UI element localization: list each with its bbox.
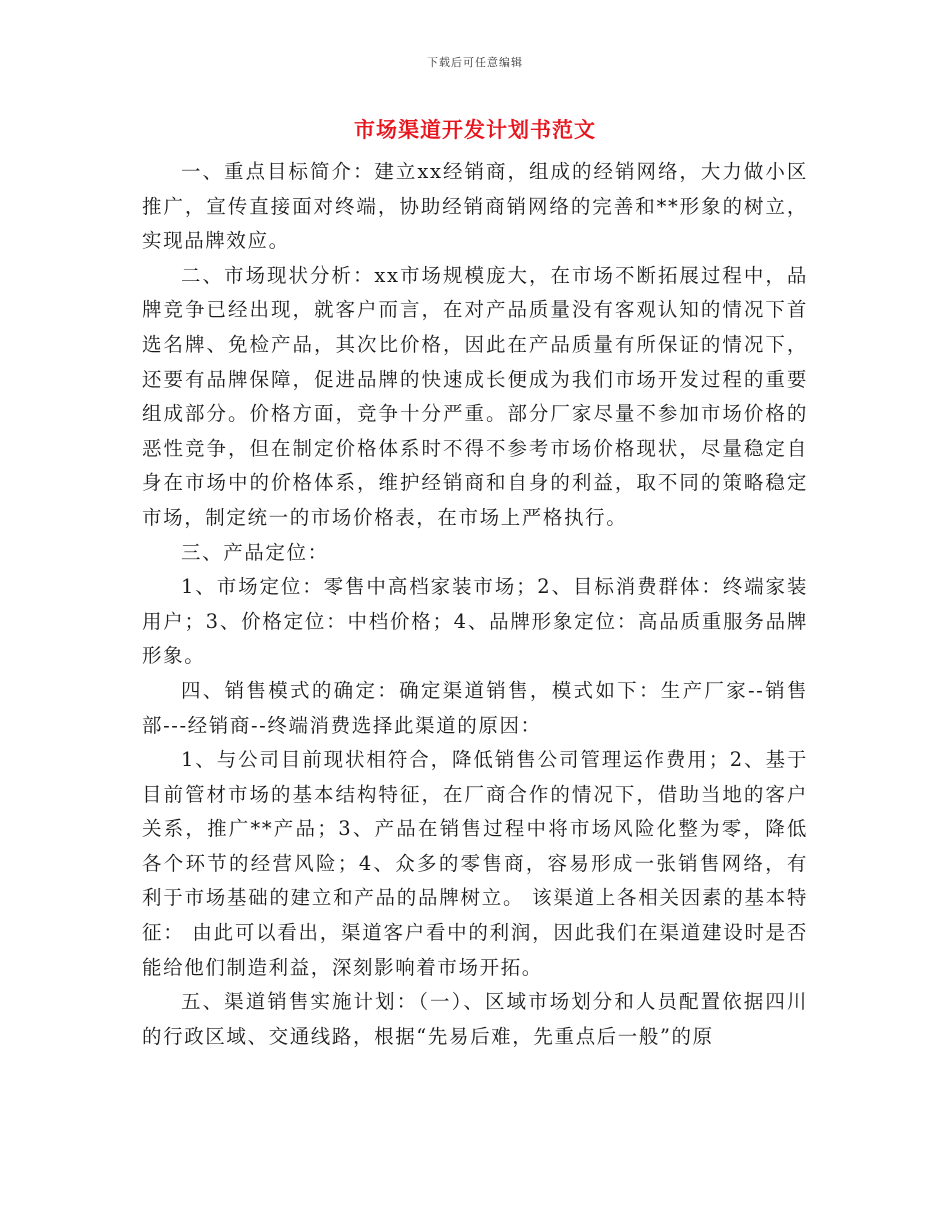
paragraph-channel-reasons: 1、与公司目前现状相符合，降低销售公司管理运作费用；2、基于目前管材市场的基本结构特征，在厂商合作的情况下，借助当地的客户关系，推广**产品；3、产品在销售过程中将市场风险化整为零，降低各个环节的经营风险；4、众多的零售商，容易形成一张销售网络，有利于市场基础的建立和产品的品牌树立。 该渠道上各相关因素的基本特征： 由此可以看出，渠道客户看中的利润，因此我们在渠道建设时是否能给他们制造利益，深刻影响着市场开拓。: [142, 748, 808, 979]
document-body: [142, 155, 808, 1054]
paragraph-product-positioning-heading: 三、产品定位：: [181, 540, 329, 564]
paragraph-key-objectives: 一、重点目标简介：建立xx经销商，组成的经销网络，大力做小区推广，宣传直接面对终端，协助经销商销网络的完善和**形象的树立，实现品牌效应。: [142, 160, 808, 253]
paragraph-sales-model: 四、销售模式的确定：确定渠道销售，模式如下：生产厂家--销售部---经销商--终端消费选择此渠道的原因：: [142, 678, 808, 737]
document-title: 市场渠道开发计划书范文: [354, 117, 596, 142]
paragraph-product-positioning: 1、市场定位：零售中高档家装市场；2、目标消费群体：终端家装用户；3、价格定位：中档价格；4、品牌形象定位：高品质重服务品牌形象。: [142, 575, 808, 668]
paragraph-market-analysis: 二、市场现状分析：xx市场规模庞大，在市场不断拓展过程中，品牌竞争已经出现，就客户而言，在对产品质量没有客观认知的情况下首选名牌、免检产品，其次比价格，因此在产品质量有所保证的情况下，还要有品牌保障，促进品牌的快速成长便成为我们市场开发过程的重要组成部分。价格方面，竞争十分严重。部分厂家尽量不参加市场价格的恶性竞争，但在制定价格体系时不得不参考市场价格现状，尽量稳定自身在市场中的价格体系，维护经销商和自身的利益，取不同的策略稳定市场，制定统一的市场价格表，在市场上严格执行。: [142, 263, 808, 529]
paragraph-implementation-plan: 五、渠道销售实施计划：（一）、区域市场划分和人员配置依据四川的行政区域、交通线路，根据“先易后难，先重点后一般”的原: [142, 990, 808, 1048]
header-note: 下载后可任意编辑: [427, 56, 523, 69]
